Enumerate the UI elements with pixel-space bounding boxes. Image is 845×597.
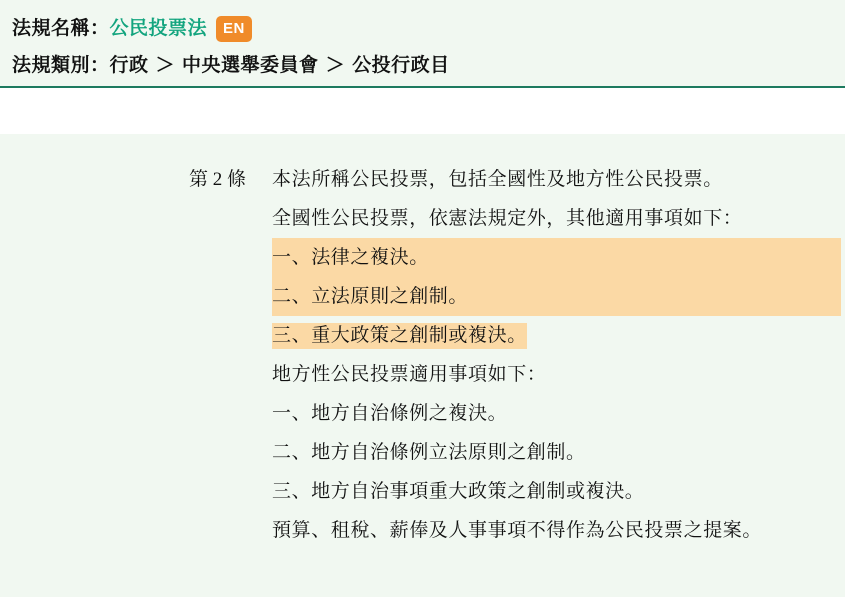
article-paragraphs	[272, 160, 845, 550]
article-paragraph	[272, 511, 841, 550]
document-header	[0, 0, 845, 88]
paragraph-text: 二、地方自治條例立法原則之創制。	[272, 442, 586, 463]
paragraph-text: 一、地方自治條例之複決。	[272, 403, 508, 424]
law-name-link[interactable]: 公民投票法	[109, 18, 208, 39]
paragraph-text: 一、法律之複決。	[272, 247, 429, 268]
category-separator-1: ＞	[155, 55, 176, 76]
law-name-row	[12, 14, 845, 44]
article-content-panel	[0, 134, 845, 597]
article-paragraph	[272, 355, 841, 394]
paragraph-text: 三、地方自治事項重大政策之創制或複決。	[272, 481, 645, 502]
paragraph-text: 地方性公民投票適用事項如下：	[272, 364, 547, 385]
paragraph-text: 二、立法原則之創制。	[272, 286, 469, 307]
article-paragraph-highlighted	[272, 277, 841, 316]
article-paragraph	[272, 199, 841, 238]
article-paragraph	[272, 160, 841, 199]
english-version-button[interactable]: EN	[216, 16, 252, 42]
header-content-gap	[0, 88, 845, 134]
law-category-label: 法規類別：	[12, 55, 110, 76]
article-paragraph	[272, 433, 841, 472]
article-paragraph	[272, 472, 841, 511]
paragraph-text: 本法所稱公民投票，包括全國性及地方性公民投票。	[272, 169, 723, 190]
paragraph-text: 三、重大政策之創制或複決。	[272, 323, 527, 349]
article-number: 第 2 條	[188, 169, 246, 190]
law-name-label: 法規名稱：	[12, 18, 110, 39]
article-paragraph-highlighted	[272, 238, 841, 277]
category-part-3[interactable]: 公投行政目	[352, 55, 450, 76]
law-category-row	[12, 51, 845, 81]
paragraph-text: 預算、租稅、薪俸及人事事項不得作為公民投票之提案。	[272, 520, 763, 541]
category-part-2[interactable]: 中央選舉委員會	[182, 55, 319, 76]
category-separator-2: ＞	[325, 55, 346, 76]
article-block	[0, 160, 845, 550]
article-paragraph-highlighted	[272, 316, 841, 355]
paragraph-text: 全國性公民投票，依憲法規定外，其他適用事項如下：	[272, 208, 743, 229]
article-paragraph	[272, 394, 841, 433]
category-part-1[interactable]: 行政	[109, 55, 149, 76]
